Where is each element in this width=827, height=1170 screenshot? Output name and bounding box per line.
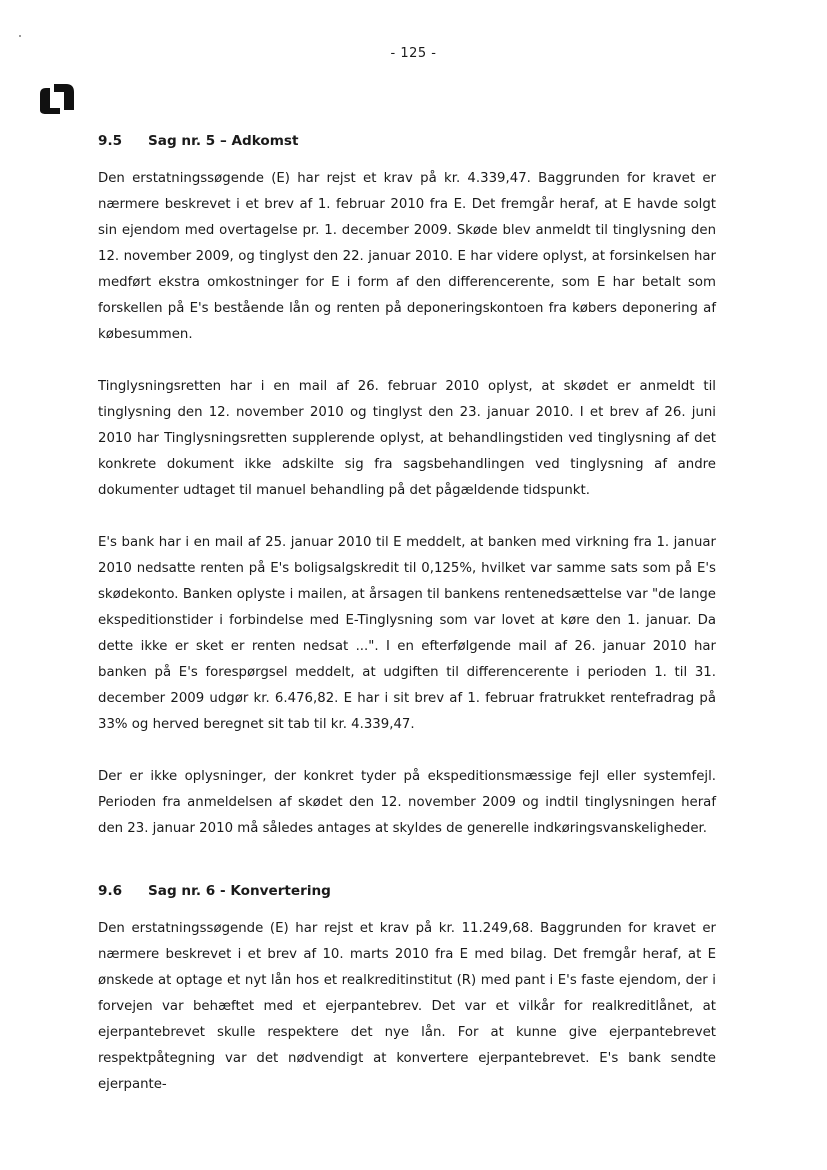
- page-number: - 125 -: [390, 46, 437, 61]
- section-title: Sag nr. 5 – Adkomst: [148, 133, 299, 149]
- paragraph: Tinglysningsretten har i en mail af 26. februar 2010 oplyst, at skødet er anmeldt til tinglysning den 12. november 2010 og tinglyst den 23. januar 2010. I et brev af 26. juni 2010 har Tinglysningsretten supplerende oplyst, at behandlingstiden ved tinglysning af det konkrete dokument ikke adskilte sig fra sagsbehandlingen ved tinglysning af andre dokumenter udtaget til manuel behandling på det pågældende tidspunkt.: [98, 379, 716, 498]
- paragraph: Den erstatningssøgende (E) har rejst et krav på kr. 4.339,47. Baggrunden for kravet er nærmere beskrevet i et brev af 1. februar 2010 fra E. Det fremgår heraf, at E havde solgt sin ejendom med overtagelse pr. 1. december 2009. Skøde blev anmeldt til tinglysning den 12. november 2009, og tinglyst den 22. januar 2010. E har videre oplyst, at forsinkelsen har medført ekstra omkostninger for E i form af den differencerente, som E har betalt som forskellen på E's bestående lån og renten på deponeringskontoen fra købers deponering af købesummen.: [98, 171, 716, 342]
- section-title: Sag nr. 6 - Konvertering: [148, 883, 331, 899]
- document-body: [98, 128, 716, 1098]
- section-heading-9-6: [98, 878, 716, 904]
- paragraph: Den erstatningssøgende (E) har rejst et krav på kr. 11.249,68. Baggrunden for kravet er nærmere beskrevet i et brev af 10. marts 2010 fra E med bilag. Det fremgår heraf, at E ønskede at optage et nyt lån hos et realkreditinstitut (R) med pant i E's faste ejendom, der i forvejen var behæftet med et ejerpantebrev. Det var et vilkår for realkreditlånet, at ejerpantebrevet skulle respektere det nye lån. For at kunne give ejerpantebrevet respektpåtegning var det nødvendigt at konvertere ejerpantebrevet. E's bank sendte ejerpante-: [98, 921, 716, 1092]
- section-heading-9-5: [98, 128, 716, 154]
- scan-speck: [19, 35, 21, 37]
- paragraph: Der er ikke oplysninger, der konkret tyder på ekspeditionsmæssige fejl eller systemfejl. Perioden fra anmeldelsen af skødet den 12. november 2009 og indtil tinglysningen heraf den 23. januar 2010 må således antages at skyldes de generelle indkøringsvanskeligheder.: [98, 769, 716, 836]
- paragraph: E's bank har i en mail af 25. januar 2010 til E meddelt, at banken med virkning fra 1. januar 2010 nedsatte renten på E's boligsalgskredit til 0,125%, hvilket var samme sats som på E's skødekonto. Banken oplyste i mailen, at årsagen til bankens rentenedsættelse var "de lange ekspeditionstider i forbindelse med E-Tinglysning som var lovet at køre den 1. januar. Da dette ikke er sket er renten nedsat ...". I en efterfølgende mail af 26. januar 2010 har banken på E's forespørgsel meddelt, at udgiften til differencerente i perioden 1. til 31. december 2009 udgør kr. 6.476,82. E har i sit brev af 1. februar fratrukket rentefradrag på 33% og herved beregnet sit tab til kr. 4.339,47.: [98, 535, 716, 732]
- section-number: 9.6: [98, 883, 123, 899]
- section-number: 9.5: [98, 133, 123, 149]
- logo-icon: [36, 80, 78, 120]
